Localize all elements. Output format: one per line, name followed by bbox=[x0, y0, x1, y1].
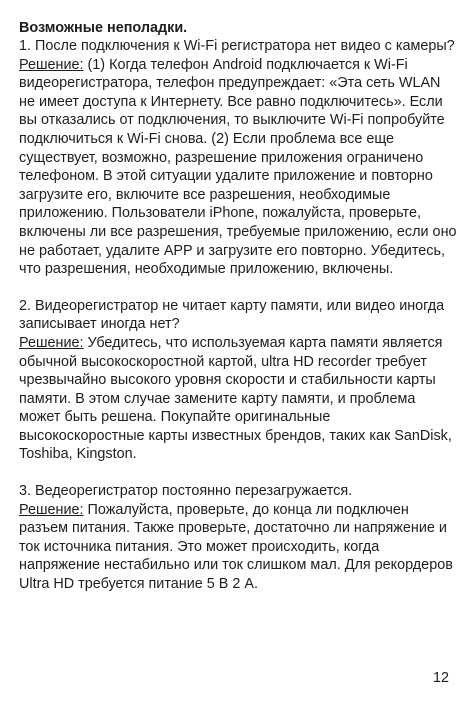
spacer bbox=[19, 279, 459, 297]
solution-text: Убедитесь, что используемая карта памяти является обычной высокоскоростной картой, ultra HD recorder требует чрезвычайно высокого уровня скорости и стабильности карты памяти. В этом случае замените карту памяти, и проблема может быть решена. Покупайте оригинальные высокоскоростные карты известных брендов, таких как SanDisk, Toshiba, Kingston. bbox=[19, 334, 452, 463]
manual-page bbox=[19, 19, 459, 594]
issue-solution bbox=[19, 334, 459, 464]
solution-label: Решение: bbox=[19, 334, 84, 351]
issue-2 bbox=[19, 297, 459, 464]
issue-solution bbox=[19, 501, 459, 594]
solution-label: Решение: bbox=[19, 501, 84, 518]
page-number: 12 bbox=[433, 670, 450, 686]
solution-text: (1) Когда телефон Android подключается к Wi-Fi видеорегистратора, телефон предупреждает: «Эта сеть WLAN не имеет доступа к Интернету. Все равно подключитесь». Если вы отказались от подключения, то выключите Wi-Fi попробуйте подключиться к Wi-Fi снова. (2) Если проблема все еще существует, возможно, разрешение приложения ограничено телефоном. В этой ситуации удалите приложение и повторно загрузите его, включите все разрешения, необходимые приложению. Пользователи iPhone, пожалуйста, проверьте, включены ли все разрешения, требуемые приложению, если оно не работает, удалите APP и загрузите его повторно. Убедитесь, что разрешения, необходимые приложению, включены. bbox=[19, 56, 457, 278]
issue-solution bbox=[19, 56, 459, 279]
solution-label: Решение: bbox=[19, 56, 84, 73]
issue-1 bbox=[19, 37, 459, 279]
solution-text: Пожалуйста, проверьте, до конца ли подключен разъем питания. Также проверьте, достаточно ли напряжение и ток источника питания. Это может происходить, когда напряжение нестабильно или ток слишком мал. Для рекордеров Ultra HD требуется питание 5 В 2 А. bbox=[19, 501, 453, 593]
issue-question: 3. Ведеорегистратор постоянно перезагружается. bbox=[19, 483, 353, 500]
spacer bbox=[19, 464, 459, 482]
issue-3 bbox=[19, 482, 459, 594]
section-title: Возможные неполадки. bbox=[19, 20, 188, 36]
issue-question: 2. Видеорегистратор не читает карту памяти, или видео иногда записывает иногда нет? bbox=[19, 297, 445, 333]
issue-question: 1. После подключения к Wi-Fi регистратора нет видео с камеры? bbox=[19, 38, 455, 54]
